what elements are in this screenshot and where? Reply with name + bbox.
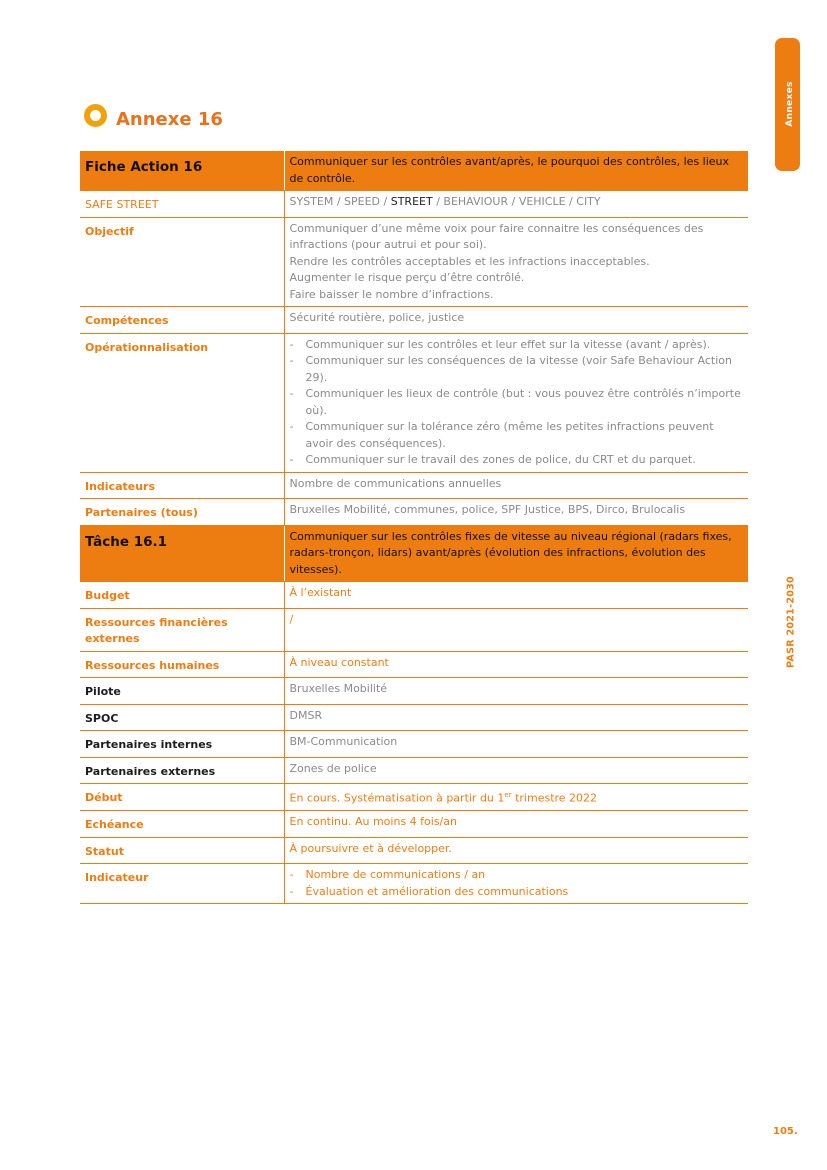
budget-value: À l’existant xyxy=(284,582,748,609)
fiche-header-row xyxy=(80,151,748,191)
list-item: - Nombre de communications / an xyxy=(290,867,744,884)
list-item: - Évaluation et amélioration des communications xyxy=(290,884,744,901)
table-row xyxy=(80,191,748,218)
tache-header-row xyxy=(80,525,748,582)
echeance-label: Echéance xyxy=(80,811,284,838)
debut-value-after: trimestre 2022 xyxy=(511,791,598,805)
table-row xyxy=(80,499,748,526)
spoc-value: DMSR xyxy=(284,704,748,731)
ressources-humaines-label: Ressources humaines xyxy=(80,651,284,678)
page-number: 105. xyxy=(773,1126,798,1137)
list-item: - Communiquer sur les conséquences de la vitesse (voir Safe Behaviour Action 29). xyxy=(290,353,744,386)
indicateur-value xyxy=(284,864,748,904)
annexes-side-tab-label: Annexes xyxy=(785,81,795,127)
echeance-value: En continu. Au moins 4 fois/an xyxy=(284,811,748,838)
competences-value: Sécurité routière, police, justice xyxy=(284,307,748,334)
indicateur-label: Indicateur xyxy=(80,864,284,904)
table-row xyxy=(80,864,748,904)
ressources-humaines-value: À niveau constant xyxy=(284,651,748,678)
operationnalisation-value xyxy=(284,333,748,472)
debut-value-sup: er xyxy=(504,791,512,799)
table-row xyxy=(80,333,748,472)
safe-street-label: SAFE STREET xyxy=(80,191,284,218)
partenaires-externes-label: Partenaires externes xyxy=(80,757,284,784)
table-row xyxy=(80,608,748,651)
action-sheet-table xyxy=(80,151,748,904)
list-item: - Communiquer les lieux de contrôle (but : vous pouvez être contrôlés n’importe où). xyxy=(290,386,744,419)
table-row xyxy=(80,784,748,811)
table-row xyxy=(80,651,748,678)
debut-value xyxy=(284,784,748,811)
operationnalisation-label: Opérationnalisation xyxy=(80,333,284,472)
partenaires-internes-value: BM-Communication xyxy=(284,731,748,758)
list-item: - Communiquer sur le travail des zones de police, du CRT et du parquet. xyxy=(290,452,744,469)
list-item: - Communiquer sur les contrôles et leur effet sur la vitesse (avant / après). xyxy=(290,337,744,354)
partenaires-label: Partenaires (tous) xyxy=(80,499,284,526)
budget-label: Budget xyxy=(80,582,284,609)
table-row xyxy=(80,704,748,731)
spoc-label: SPOC xyxy=(80,704,284,731)
objectif-label: Objectif xyxy=(80,217,284,307)
circle-bullet-icon xyxy=(84,104,107,127)
tache-header-value: Communiquer sur les contrôles fixes de vitesse au niveau régional (radars fixes, radars-tronçon, lidars) avant/après (évolution des infractions, évolution des vitesses). xyxy=(284,525,748,582)
pillars-before: SYSTEM / SPEED / xyxy=(289,195,391,208)
table-row xyxy=(80,837,748,864)
objectif-value xyxy=(284,217,748,307)
debut-value-before: En cours. Systématisation à partir du 1 xyxy=(289,791,505,805)
fiche-header-label: Fiche Action 16 xyxy=(80,151,284,191)
objectif-line: Rendre les contrôles acceptables et les infractions inacceptables. xyxy=(289,254,650,268)
indicateurs-value: Nombre de communications annuelles xyxy=(284,472,748,499)
partenaires-externes-value: Zones de police xyxy=(284,757,748,784)
objectif-line: Faire baisser le nombre d’infractions. xyxy=(289,287,494,301)
table-row xyxy=(80,678,748,705)
ressources-financieres-label: Ressources financières externes xyxy=(80,608,284,651)
table-row xyxy=(80,472,748,499)
objectif-line: Communiquer d’une même voix pour faire connaitre les conséquences des infractions (pour autrui et pour soi). xyxy=(289,221,704,251)
statut-label: Statut xyxy=(80,837,284,864)
pilote-value: Bruxelles Mobilité xyxy=(284,678,748,705)
table-row xyxy=(80,757,748,784)
table-row xyxy=(80,307,748,334)
table-row xyxy=(80,217,748,307)
table-row xyxy=(80,731,748,758)
pilote-label: Pilote xyxy=(80,678,284,705)
pillars-value xyxy=(284,191,748,218)
table-row xyxy=(80,811,748,838)
fiche-header-value: Communiquer sur les contrôles avant/après, le pourquoi des contrôles, les lieux de contrôle. xyxy=(284,151,748,191)
partenaires-value: Bruxelles Mobilité, communes, police, SPF Justice, BPS, Dirco, Brulocalis xyxy=(284,499,748,526)
objectif-line: Augmenter le risque perçu d’être contrôlé. xyxy=(289,271,525,284)
statut-value: À poursuivre et à développer. xyxy=(284,837,748,864)
tache-header-label: Tâche 16.1 xyxy=(80,525,284,582)
document-label: PASR 2021-2030 xyxy=(785,576,797,668)
ressources-financieres-value: / xyxy=(284,608,748,651)
debut-label: Début xyxy=(80,784,284,811)
pillars-after: / BEHAVIOUR / VEHICLE / CITY xyxy=(432,195,601,208)
list-item: - Communiquer sur la tolérance zéro (même les petites infractions peuvent avoir des conséquences). xyxy=(290,419,744,452)
indicateurs-label: Indicateurs xyxy=(80,472,284,499)
pillars-highlight: STREET xyxy=(390,195,433,208)
table-row xyxy=(80,582,748,609)
page-title: Annexe 16 xyxy=(116,109,223,130)
partenaires-internes-label: Partenaires internes xyxy=(80,731,284,758)
competences-label: Compétences xyxy=(80,307,284,334)
